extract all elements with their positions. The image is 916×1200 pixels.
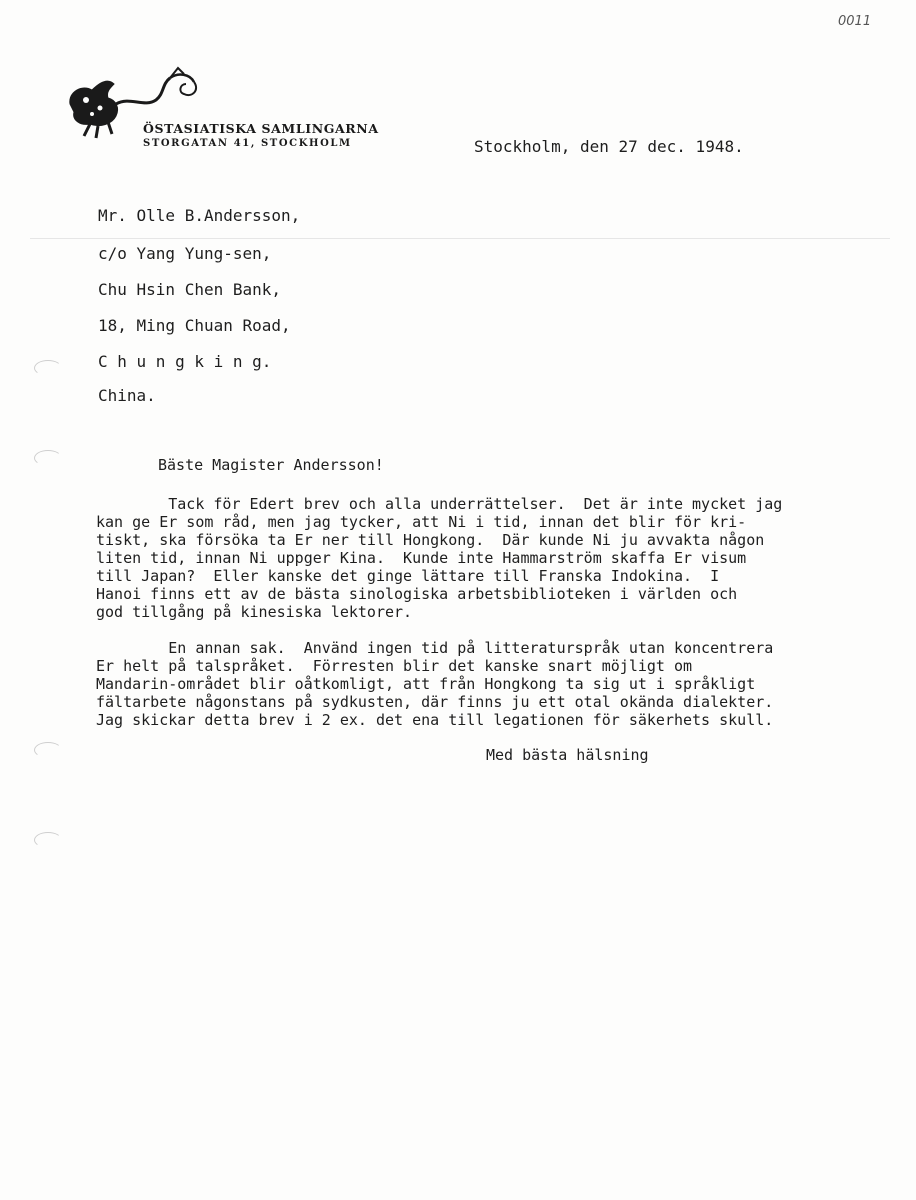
body-line: god tillgång på kinesiska lektorer. — [96, 603, 413, 621]
salutation: Bäste Magister Andersson! — [158, 456, 384, 474]
punch-hole-mark — [34, 450, 62, 466]
punch-hole-mark — [34, 742, 62, 758]
body-line: Er helt på talspråket. Förresten blir det kanske snart möjligt om — [96, 657, 693, 675]
fold-line — [30, 238, 890, 239]
body-line: Jag skickar detta brev i 2 ex. det ena till legationen för säkerhets skull. — [96, 711, 774, 729]
archive-number: 0011 — [838, 14, 872, 29]
recipient-line: Mr. Olle B.Andersson, — [98, 206, 301, 225]
dateline: Stockholm, den 27 dec. 1948. — [474, 137, 744, 156]
body-line: fältarbete någonstans på sydkusten, där finns ju ett otal okända dialekter. — [96, 693, 774, 711]
letterhead-organization: ÖSTASIATISKA SAMLINGARNA — [143, 121, 379, 136]
body-line: till Japan? Eller kanske det ginge lättare till Franska Indokina. I — [96, 567, 720, 585]
recipient-line: C h u n g k i n g. — [98, 352, 272, 371]
body-line: Mandarin-området blir oåtkomligt, att från Hongkong ta sig ut i språkligt — [96, 675, 756, 693]
body-line: liten tid, innan Ni uppger Kina. Kunde inte Hammarström skaffa Er visum — [96, 549, 747, 567]
body-line: En annan sak. Använd ingen tid på litteraturspråk utan koncentrera — [96, 639, 774, 657]
body-line: Hanoi finns ett av de bästa sinologiska arbetsbiblioteken i världen och — [96, 585, 738, 603]
letterhead-address: STORGATAN 41, STOCKHOLM — [143, 138, 352, 149]
closing: Med bästa hälsning — [486, 746, 649, 764]
recipient-line: Chu Hsin Chen Bank, — [98, 280, 282, 299]
body-line: tiskt, ska försöka ta Er ner till Hongkong. Där kunde Ni ju avvakta någon — [96, 531, 765, 549]
recipient-line: 18, Ming Chuan Road, — [98, 316, 291, 335]
body-line: kan ge Er som råd, men jag tycker, att Ni i tid, innan det blir för kri- — [96, 513, 747, 531]
recipient-line: China. — [98, 386, 156, 405]
recipient-line: c/o Yang Yung-sen, — [98, 244, 272, 263]
punch-hole-mark — [34, 360, 62, 376]
punch-hole-mark — [34, 832, 62, 848]
body-line: Tack för Edert brev och alla underrättelser. Det är inte mycket jag — [96, 495, 783, 513]
